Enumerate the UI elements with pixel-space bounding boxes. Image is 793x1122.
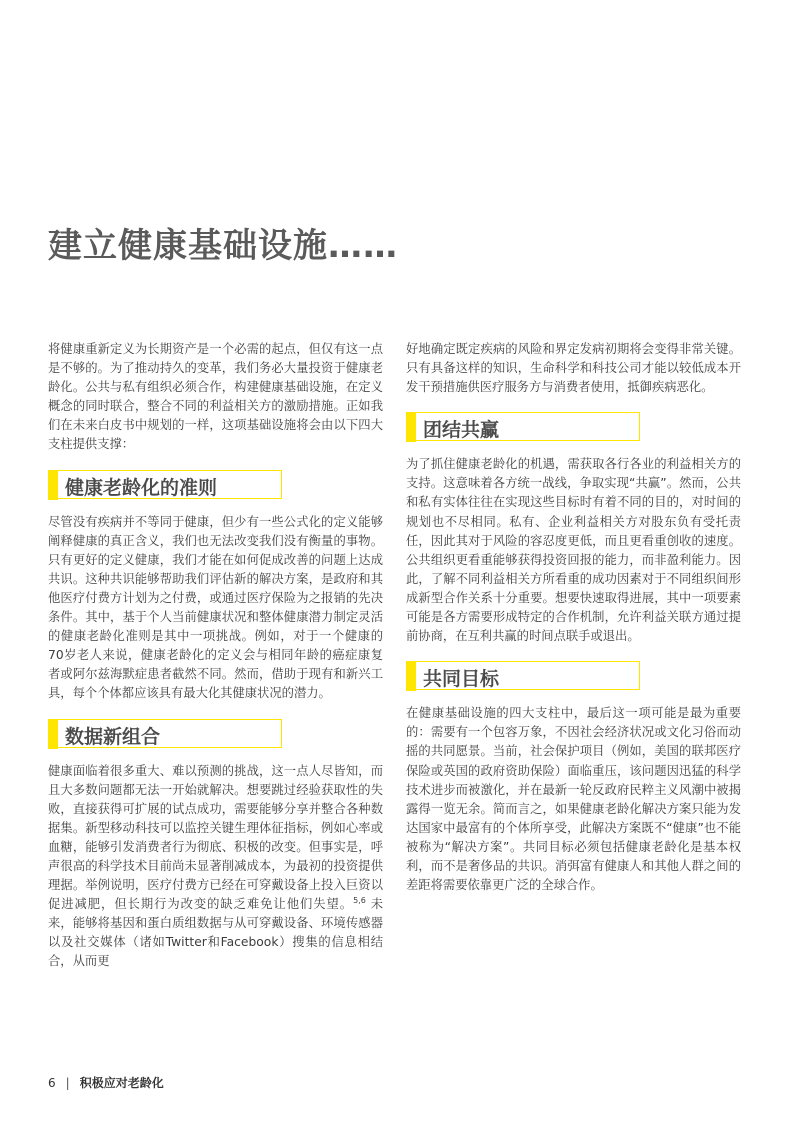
footer-separator: |	[65, 1076, 70, 1090]
heading-accent-bar	[406, 661, 416, 691]
section-heading-win-win	[406, 412, 741, 442]
section3-paragraph: 为了抓住健康老龄化的机遇，需获取各行各业的利益相关方的支持。这意味着各方统一战线，争取实现“共赢”。然而，公共和私有实体往往在实现这些目标时有着不同的目的，对时间的规划也不尽相同。私有、企业利益相关方对股东负有受托责任，因此其对于风险的容忍度更低，而且更看重创收的速度。公共组织更看重能够获得投资回报的能力，而非盈利能力。因此，了解不同利益相关方所看重的成功因素对于不同组织间形成新型合作关系十分重要。想要快速取得进展，其中一项要素可能是各方需要形成特定的合作机制，允许利益关联方通过提前协商，在互利共赢的时间点联手或退出。	[406, 457, 741, 644]
heading-label: 共同目标	[423, 668, 500, 691]
section2-text-a: 健康面临着很多重大、难以预测的挑战，这一点人尽皆知，而且大多数问题都无法一开始就解决。想要跳过经验获取性的失败，直接获得可扩展的试点成功，需要能够分享并整合各种数据集。新型移动科技可以监控关键生理体征指标，例如心率或血糖，能够引发消费者行为彻底、积极的改变。但事实是，呼声很高的科学技术目前尚未显著削减成本，为最初的投资提供理据。举例说明，医疗付费方已经在可穿戴设备上投入巨资以促进减肥，但长期行为改变的缺乏难免让他们失望。	[48, 763, 383, 912]
heading-accent-bar	[48, 719, 58, 749]
section-heading-common-goal	[406, 661, 741, 691]
section-heading-new-data-combination	[48, 719, 383, 749]
heading-accent-bar	[48, 470, 58, 500]
section1-paragraph: 尽管没有疾病并不等同于健康，但少有一些公式化的定义能够阐释健康的真正含义，我们也无法改变我们没有衡量的事物。只有更好的定义健康，我们才能在如何促成改善的问题上达成共识。这种共识能够帮助我们评估新的解决方案，是政府和其他医疗付费方计划为之付费，或通过医疗保险为之报销的先决条件。其中，基于个人当前健康状况和整体健康潜力制定灵活的健康老龄化准则是其中一项挑战。例如，对于一个健康的70岁老人来说，健康老龄化的定义会与相同年龄的癌症康复者或阿尔兹海默症患者截然不同。然而，借助于现有和新兴工具，每个个体都应该具有最大化其健康状况的潜力。	[48, 514, 383, 701]
heading-label: 健康老龄化的准则	[65, 476, 218, 499]
heading-label: 团结共赢	[423, 419, 500, 442]
section-heading-healthy-aging-criteria	[48, 470, 383, 500]
footer-title: 积极应对老龄化	[79, 1076, 164, 1090]
right-column	[406, 340, 741, 895]
section2-text-b: 未来，能够将基因和蛋白质组数据与从可穿戴设备、环境传感器以及社交媒体（诸如Twitter和Facebook）搜集的信息相结合，从而更	[48, 897, 383, 969]
heading-label: 数据新组合	[65, 725, 161, 748]
heading-accent-bar	[406, 412, 416, 442]
intro-paragraph: 将健康重新定义为长期资产是一个必需的起点，但仅有这一点是不够的。为了推动持久的变革，我们务必大量投资于健康老龄化。公共与私有组织必须合作，构建健康基础设施，在定义概念的同时联合，整合不同的利益相关方的激励措施。正如我们在未来白皮书中规划的一样，这项基础设施将会由以下四大支柱提供支撑：	[48, 342, 383, 452]
citation-superscript: 5,6	[353, 896, 366, 906]
section2-paragraph	[48, 762, 383, 972]
page-footer	[48, 1074, 164, 1091]
page-title: 建立健康基础设施……	[48, 226, 398, 266]
left-column	[48, 340, 383, 972]
continued-paragraph: 好地确定既定疾病的风险和界定发病初期将会变得非常关键。只有具备这样的知识，生命科学和科技公司才能以较低成本开发干预措施供医疗服务方与消费者使用，抵御疾病恶化。	[406, 342, 741, 395]
section4-paragraph: 在健康基础设施的四大支柱中，最后这一项可能是最为重要的：需要有一个包容万象，不因社会经济状况或文化习俗而动摇的共同愿景。当前，社会保护项目（例如，美国的联邦医疗保险或英国的政府资助保险）面临重压，该问题因迅猛的科学技术进步而被激化，并在最新一轮反政府民粹主义风潮中被揭露得一览无余。简而言之，如果健康老龄化解决方案只能为发达国家中最富有的个体所享受，此解决方案既不“健康”也不能被称为“解决方案”。共同目标必须包括健康老龄化是基本权利，而不是奢侈品的共识。消弭富有健康人和其他人群之间的差距将需要依靠更广泛的全球合作。	[406, 706, 741, 893]
page-number: 6	[48, 1076, 56, 1090]
